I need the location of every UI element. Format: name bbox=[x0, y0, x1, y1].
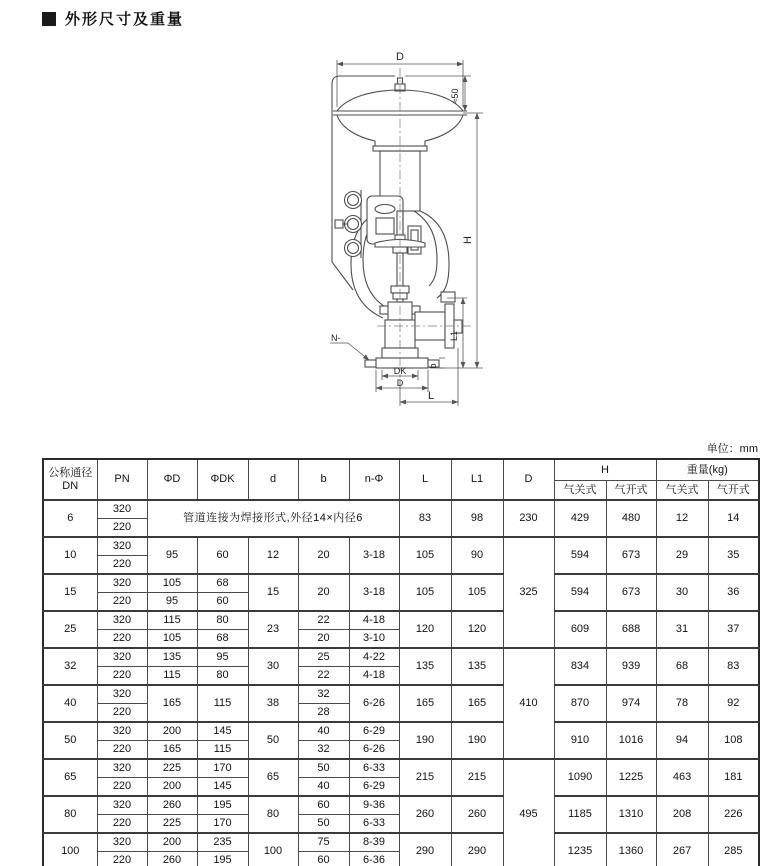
table-cell: 6 bbox=[43, 500, 97, 537]
dim-label-dk: DK bbox=[393, 366, 407, 376]
table-cell: 75 bbox=[298, 833, 349, 852]
table-cell: 320 bbox=[97, 537, 147, 556]
table-cell: 135 bbox=[399, 648, 451, 685]
table-cell: 50 bbox=[43, 722, 97, 759]
table-row bbox=[43, 648, 759, 667]
table-cell: 95 bbox=[197, 648, 248, 667]
table-cell: 325 bbox=[503, 537, 554, 648]
dim-n bbox=[330, 333, 369, 360]
table-cell: 215 bbox=[451, 759, 503, 796]
table-header-row bbox=[43, 459, 759, 481]
table-cell: 78 bbox=[656, 685, 708, 722]
table-cell: 688 bbox=[606, 611, 656, 648]
table-cell: 80 bbox=[43, 796, 97, 833]
table-cell: 290 bbox=[451, 833, 503, 866]
col-header-pn: PN bbox=[97, 459, 147, 500]
table-cell: 60 bbox=[197, 593, 248, 612]
table-cell: 30 bbox=[248, 648, 298, 685]
table-cell: 220 bbox=[97, 519, 147, 538]
table-cell: 36 bbox=[708, 574, 759, 611]
table-cell: 68 bbox=[197, 630, 248, 649]
table-cell: 320 bbox=[97, 685, 147, 704]
table-cell: 38 bbox=[248, 685, 298, 722]
col-group-h: H bbox=[554, 459, 656, 481]
dim-label-d-bottom: D bbox=[396, 378, 404, 388]
table-cell: 260 bbox=[147, 796, 197, 815]
table-cell: 60 bbox=[298, 852, 349, 866]
table-cell: 40 bbox=[298, 778, 349, 797]
table-cell: 320 bbox=[97, 500, 147, 519]
unit-label: 单位：mm bbox=[706, 443, 758, 455]
table-cell: 60 bbox=[197, 537, 248, 574]
dim-label-d-top: D bbox=[396, 51, 404, 63]
table-cell: 200 bbox=[147, 722, 197, 741]
table-cell: 195 bbox=[197, 796, 248, 815]
table-cell: 170 bbox=[197, 815, 248, 834]
table-cell: 22 bbox=[298, 667, 349, 686]
table-cell: 80 bbox=[248, 796, 298, 833]
table-cell: 320 bbox=[97, 759, 147, 778]
table-cell: 220 bbox=[97, 741, 147, 760]
table-cell: 870 bbox=[554, 685, 606, 722]
table-row bbox=[43, 537, 759, 556]
table-cell: 495 bbox=[503, 759, 554, 866]
col-header-phidk: ΦDK bbox=[197, 459, 248, 500]
col-header-phid: ΦD bbox=[147, 459, 197, 500]
table-cell: 320 bbox=[97, 796, 147, 815]
table-cell: 50 bbox=[248, 722, 298, 759]
col-header-dn bbox=[43, 459, 97, 500]
table-cell: 673 bbox=[606, 574, 656, 611]
table-cell: 1185 bbox=[554, 796, 606, 833]
table-cell: 220 bbox=[97, 815, 147, 834]
table-cell: 83 bbox=[708, 648, 759, 685]
table-cell: 14 bbox=[708, 500, 759, 537]
table-cell: 40 bbox=[298, 722, 349, 741]
table-cell: 108 bbox=[708, 722, 759, 759]
table-cell: 120 bbox=[451, 611, 503, 648]
table-cell: 6-36 bbox=[349, 852, 399, 866]
col-header-w-open: 气开式 bbox=[708, 481, 759, 501]
table-cell: 200 bbox=[147, 833, 197, 852]
table-cell: 25 bbox=[43, 611, 97, 648]
table-cell: 10 bbox=[43, 537, 97, 574]
table-cell: 190 bbox=[451, 722, 503, 759]
col-header-l1: L1 bbox=[451, 459, 503, 500]
table-cell: 95 bbox=[147, 537, 197, 574]
table-cell: 12 bbox=[656, 500, 708, 537]
title-square-icon bbox=[42, 12, 56, 26]
table-cell: 115 bbox=[147, 611, 197, 630]
table-cell: 32 bbox=[43, 648, 97, 685]
table-cell: 115 bbox=[197, 685, 248, 722]
table-cell: 120 bbox=[399, 611, 451, 648]
col-header-dbig: D bbox=[503, 459, 554, 500]
table-cell: 135 bbox=[451, 648, 503, 685]
table-cell: 40 bbox=[43, 685, 97, 722]
table-cell: 834 bbox=[554, 648, 606, 685]
table-cell: 6-29 bbox=[349, 722, 399, 741]
table-row bbox=[43, 611, 759, 630]
table-cell: 92 bbox=[708, 685, 759, 722]
table-cell: 105 bbox=[451, 574, 503, 611]
table-cell: 20 bbox=[298, 574, 349, 611]
col-header-d: d bbox=[248, 459, 298, 500]
col-header-l: L bbox=[399, 459, 451, 500]
table-cell: 12 bbox=[248, 537, 298, 574]
table-cell: 6-33 bbox=[349, 815, 399, 834]
table-cell: 260 bbox=[399, 796, 451, 833]
table-cell: 管道连接为焊接形式,外径14×内径6 bbox=[147, 500, 399, 537]
table-cell: 1225 bbox=[606, 759, 656, 796]
table-cell: 20 bbox=[298, 537, 349, 574]
table-cell: 15 bbox=[248, 574, 298, 611]
table-cell: 22 bbox=[298, 611, 349, 630]
table-cell: 6-29 bbox=[349, 778, 399, 797]
table-cell: 94 bbox=[656, 722, 708, 759]
table-cell: 230 bbox=[503, 500, 554, 537]
table-cell: 195 bbox=[197, 852, 248, 866]
table-cell: 165 bbox=[451, 685, 503, 722]
col-group-weight: 重量(kg) bbox=[656, 459, 759, 481]
table-cell: 98 bbox=[451, 500, 503, 537]
table-cell: 6-26 bbox=[349, 685, 399, 722]
table-cell: 50 bbox=[298, 759, 349, 778]
table-cell: 31 bbox=[656, 611, 708, 648]
table-cell: 220 bbox=[97, 852, 147, 866]
table-cell: 25 bbox=[298, 648, 349, 667]
table-cell: 32 bbox=[298, 685, 349, 704]
valve-drawing bbox=[295, 40, 495, 422]
table-cell: 35 bbox=[708, 537, 759, 574]
table-cell: 30 bbox=[656, 574, 708, 611]
table-cell: 145 bbox=[197, 778, 248, 797]
table-cell: 3-18 bbox=[349, 574, 399, 611]
table-cell: 220 bbox=[97, 778, 147, 797]
table-cell: 939 bbox=[606, 648, 656, 685]
table-cell: 83 bbox=[399, 500, 451, 537]
table-cell: 100 bbox=[43, 833, 97, 866]
table-cell: 215 bbox=[399, 759, 451, 796]
table-cell: 165 bbox=[147, 685, 197, 722]
table-cell: 4-18 bbox=[349, 667, 399, 686]
table-cell: 170 bbox=[197, 759, 248, 778]
table-cell: 190 bbox=[399, 722, 451, 759]
col-header-dn-line2: DN bbox=[62, 479, 79, 492]
table-cell: 95 bbox=[147, 593, 197, 612]
table-cell: 15 bbox=[43, 574, 97, 611]
table-cell: 594 bbox=[554, 574, 606, 611]
table-cell: 1360 bbox=[606, 833, 656, 866]
table-cell: 23 bbox=[248, 611, 298, 648]
table-cell: 220 bbox=[97, 630, 147, 649]
table-cell: 4-18 bbox=[349, 611, 399, 630]
table-cell: 28 bbox=[298, 704, 349, 723]
table-cell: 225 bbox=[147, 759, 197, 778]
table-cell: 410 bbox=[503, 648, 554, 759]
table-cell: 68 bbox=[197, 574, 248, 593]
table-cell: 6-33 bbox=[349, 759, 399, 778]
table-cell: 80 bbox=[197, 667, 248, 686]
table-cell: 267 bbox=[656, 833, 708, 866]
col-header-b: b bbox=[298, 459, 349, 500]
table-cell: 32 bbox=[298, 741, 349, 760]
dim-label-b: b bbox=[428, 363, 438, 369]
table-cell: 65 bbox=[43, 759, 97, 796]
col-header-w-close: 气关式 bbox=[656, 481, 708, 501]
table-cell: 429 bbox=[554, 500, 606, 537]
col-header-h-open: 气开式 bbox=[606, 481, 656, 501]
col-header-h-close: 气关式 bbox=[554, 481, 606, 501]
table-cell: 235 bbox=[197, 833, 248, 852]
table-cell: 208 bbox=[656, 796, 708, 833]
table-cell: 145 bbox=[197, 722, 248, 741]
table-cell: 320 bbox=[97, 648, 147, 667]
dim-label-h: H bbox=[462, 236, 474, 244]
table-cell: 90 bbox=[451, 537, 503, 574]
table-cell: 8-39 bbox=[349, 833, 399, 852]
table-cell: 974 bbox=[606, 685, 656, 722]
table-cell: 50 bbox=[298, 815, 349, 834]
table-cell: 37 bbox=[708, 611, 759, 648]
table-row bbox=[43, 500, 759, 519]
dim-approx50 bbox=[405, 76, 483, 113]
table-cell: 220 bbox=[97, 556, 147, 575]
table-cell: 609 bbox=[554, 611, 606, 648]
table-cell: 165 bbox=[399, 685, 451, 722]
table-cell: 260 bbox=[147, 852, 197, 866]
table-cell: 673 bbox=[606, 537, 656, 574]
table-row bbox=[43, 796, 759, 815]
table-cell: 100 bbox=[248, 833, 298, 866]
table-cell: 200 bbox=[147, 778, 197, 797]
table-cell: 4-22 bbox=[349, 648, 399, 667]
table-row bbox=[43, 574, 759, 593]
table-cell: 226 bbox=[708, 796, 759, 833]
table-cell: 260 bbox=[451, 796, 503, 833]
table-cell: 320 bbox=[97, 611, 147, 630]
table-row bbox=[43, 685, 759, 704]
table-cell: 80 bbox=[197, 611, 248, 630]
dimension-table-wrap bbox=[42, 458, 760, 866]
table-cell: 594 bbox=[554, 537, 606, 574]
table-cell: 65 bbox=[248, 759, 298, 796]
table-cell: 105 bbox=[399, 574, 451, 611]
col-header-dn-line1: 公称通径 bbox=[48, 466, 93, 479]
table-cell: 463 bbox=[656, 759, 708, 796]
dim-label-n: N- bbox=[331, 333, 341, 343]
table-cell: 285 bbox=[708, 833, 759, 866]
table-cell: 9-36 bbox=[349, 796, 399, 815]
dim-label-l1: L1 bbox=[449, 330, 459, 342]
table-cell: 135 bbox=[147, 648, 197, 667]
table-cell: 115 bbox=[197, 741, 248, 760]
table-row bbox=[43, 833, 759, 852]
table-cell: 1090 bbox=[554, 759, 606, 796]
table-cell: 290 bbox=[399, 833, 451, 866]
table-cell: 1310 bbox=[606, 796, 656, 833]
page-title: 外形尺寸及重量 bbox=[65, 11, 185, 28]
dim-label-approx50: ≈50 bbox=[450, 88, 460, 104]
table-cell: 220 bbox=[97, 667, 147, 686]
table-cell: 1016 bbox=[606, 722, 656, 759]
table-cell: 910 bbox=[554, 722, 606, 759]
table-header bbox=[43, 459, 759, 500]
col-header-nphi: n-Φ bbox=[349, 459, 399, 500]
table-cell: 220 bbox=[97, 704, 147, 723]
table-cell: 3-10 bbox=[349, 630, 399, 649]
table-cell: 480 bbox=[606, 500, 656, 537]
table-cell: 6-26 bbox=[349, 741, 399, 760]
table-cell: 105 bbox=[147, 574, 197, 593]
table-row bbox=[43, 722, 759, 741]
table-cell: 320 bbox=[97, 833, 147, 852]
table-row bbox=[43, 759, 759, 778]
table-cell: 220 bbox=[97, 593, 147, 612]
table-cell: 105 bbox=[399, 537, 451, 574]
dimension-table bbox=[42, 458, 760, 866]
table-cell: 225 bbox=[147, 815, 197, 834]
table-cell: 20 bbox=[298, 630, 349, 649]
table-cell: 3-18 bbox=[349, 537, 399, 574]
table-cell: 320 bbox=[97, 574, 147, 593]
table-cell: 165 bbox=[147, 741, 197, 760]
table-cell: 115 bbox=[147, 667, 197, 686]
table-cell: 1235 bbox=[554, 833, 606, 866]
table-cell: 68 bbox=[656, 648, 708, 685]
dim-label-l: L bbox=[427, 390, 435, 402]
table-cell: 29 bbox=[656, 537, 708, 574]
table-cell: 181 bbox=[708, 759, 759, 796]
table-cell: 60 bbox=[298, 796, 349, 815]
table-cell: 105 bbox=[147, 630, 197, 649]
table-cell: 320 bbox=[97, 722, 147, 741]
section-title bbox=[42, 8, 184, 29]
dimension-table-body bbox=[43, 500, 759, 866]
